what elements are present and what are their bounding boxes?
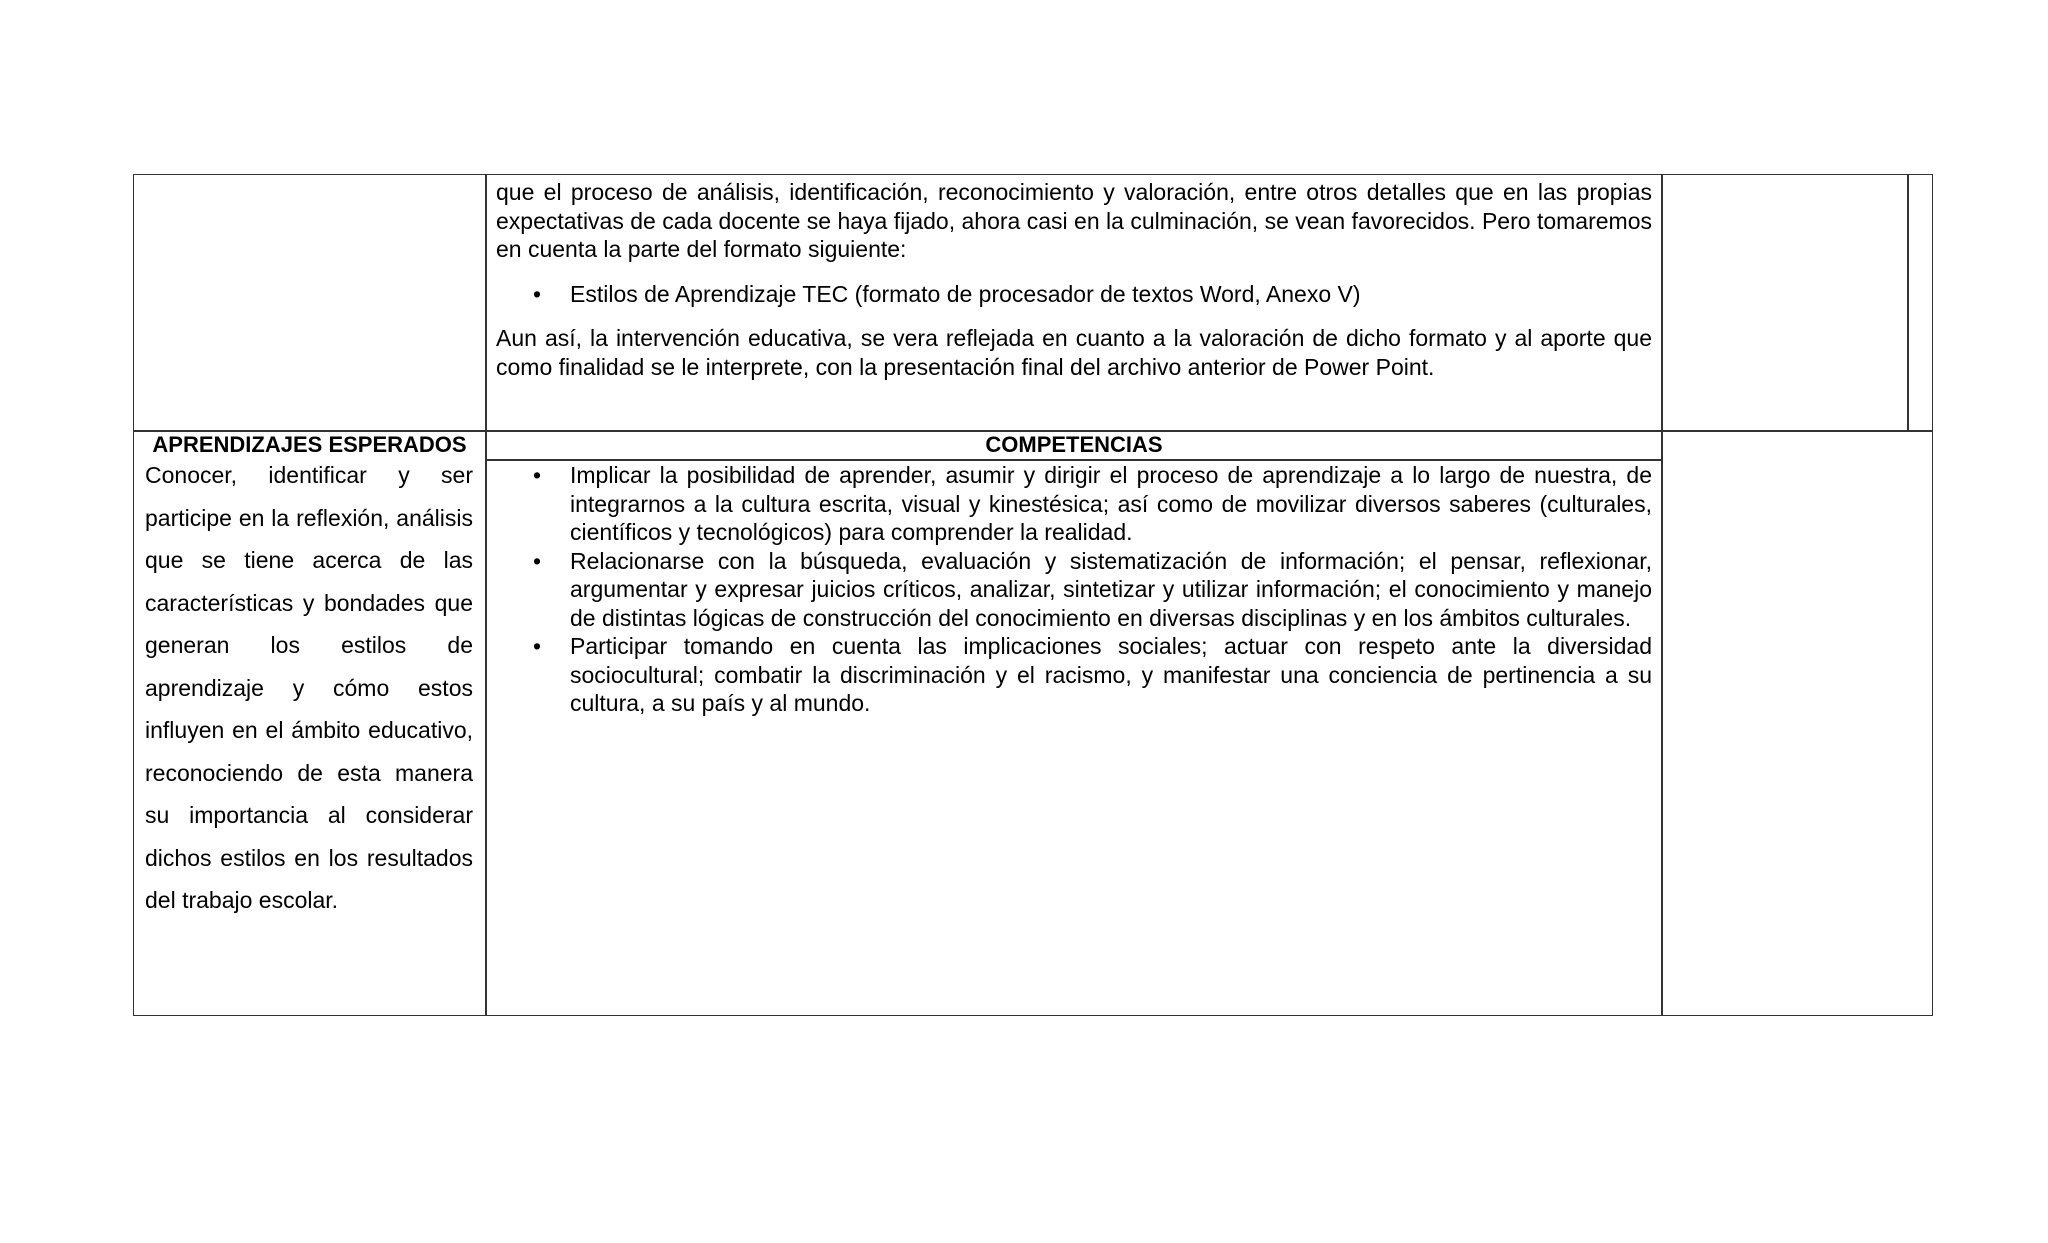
top-row-content bbox=[496, 178, 1652, 381]
competencia-text: Implicar la posibilidad de aprender, asumir y dirigir el proceso de aprendizaje a lo largo de nuestra, de integrarnos a la cultura escrita, visual y kinestésica; así como de movilizar diversos saberes (culturales, científicos y tecnológicos) para comprender la realidad. bbox=[570, 462, 1652, 545]
list-item bbox=[496, 547, 1652, 633]
column-divider-2 bbox=[1661, 175, 1663, 1015]
bullet-icon: • bbox=[533, 462, 542, 488]
document-table bbox=[133, 174, 1933, 1016]
aprendizajes-header: APRENDIZAJES ESPERADOS bbox=[152, 432, 467, 457]
list-item bbox=[496, 632, 1652, 718]
bullet-icon: • bbox=[533, 280, 542, 307]
intro-paragraph: que el proceso de análisis, identificación, reconocimiento y valoración, entre otros detalles que en las propias expectativas de cada docente se haya fijado, ahora casi en la culminación, se vean favorecidos. Pero tomaremos en cuenta la parte del formato siguiente: bbox=[496, 179, 1652, 262]
closing-paragraph: Aun así, la intervención educativa, se vera reflejada en cuanto a la valoración de dicho formato y al aporte que como finalidad se le interprete, con la presentación final del archivo anterior de Power Point. bbox=[496, 325, 1652, 380]
bullet-icon: • bbox=[533, 547, 542, 574]
column-divider-3 bbox=[1907, 175, 1909, 431]
competencias-list bbox=[496, 461, 1652, 718]
format-item-label: Estilos de Aprendizaje TEC (formato de procesador de textos Word, Anexo V) bbox=[570, 280, 1361, 307]
list-item bbox=[496, 280, 1652, 309]
list-item bbox=[496, 461, 1652, 547]
competencia-text: Relacionarse con la búsqueda, evaluación y sistematización de información; el pensar, reflexionar, argumentar y expresar juicios críticos, analizar, sintetizar y utilizar información; el conocimiento y manejo de distintas lógicas de construcción del conocimiento en diversas disciplinas y en los ámbitos culturales. bbox=[570, 547, 1652, 631]
competencia-text: Participar tomando en cuenta las implicaciones sociales; actuar con respeto ante la diversidad sociocultural; combatir la discriminación y el racismo, y manifestar una conciencia de pertinencia a su cultura, a su país y al mundo. bbox=[570, 633, 1652, 716]
column-divider-1 bbox=[485, 175, 487, 1015]
competencias-content bbox=[496, 461, 1652, 718]
aprendizajes-text: Conocer, identificar y ser participe en la reflexión, análisis que se tiene acerca de las características y bondades que generan los estilos de aprendizaje y cómo estos influyen en el ámbito educativo, reconociendo de esta manera su importancia al considerar dichos estilos en los resultados del trabajo escolar. bbox=[145, 462, 473, 913]
competencias-header: COMPETENCIAS bbox=[985, 432, 1163, 457]
bullet-icon: • bbox=[533, 633, 542, 659]
format-list bbox=[496, 280, 1652, 309]
